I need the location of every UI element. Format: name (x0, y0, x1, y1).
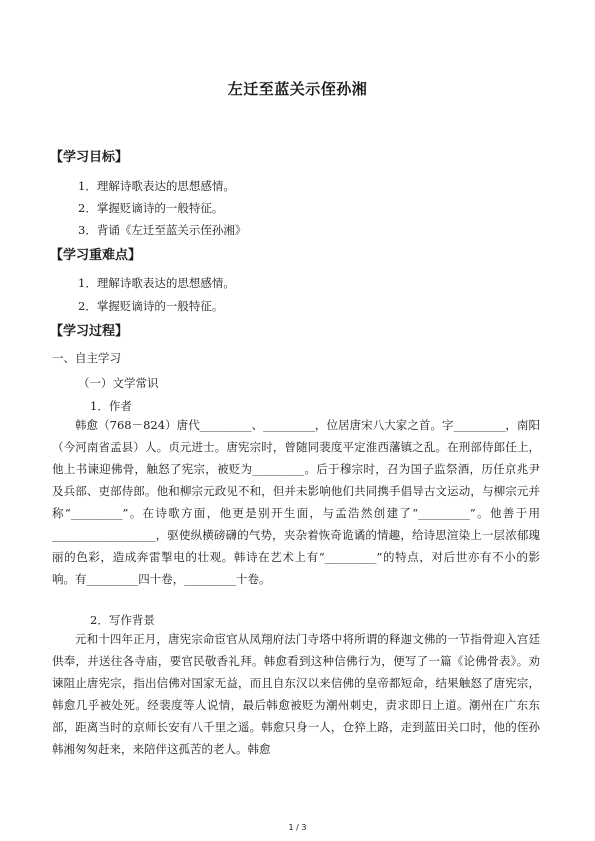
author-paragraph (52, 414, 540, 590)
sub-literary-knowledge: （一）文学常识 (78, 376, 159, 390)
item-author: 1．作者 (90, 399, 132, 413)
goal-item-3: 3．背诵《左迁至蓝关示侄孙湘》 (78, 223, 247, 237)
key-point-item-2: 2．掌握贬谪诗的一般特征。 (78, 299, 224, 313)
key-point-item-1: 1．理解诗歌表达的思想感情。 (78, 276, 235, 290)
background-paragraph-text: 元和十四年正月，唐宪宗命宦官从凤翔府法门寺塔中将所谓的释迦文佛的一节指骨迎入宫廷供奉，并送往各寺庙，要官民敬香礼拜。韩愈看到这种信佛行为，便写了一篇《论佛骨表》。劝谏阻止唐宪宗，指出信佛对国家无益，而且自东汉以来信佛的皇帝都短命，结果触怒了唐宪宗，韩愈几乎被处死。经裴度等人说情，最后韩愈被贬为潮州刺史，责求即日上道。潮州在广东东部，距离当时的京师长安有八千里之遥。韩愈只身一人，仓猝上路，走到蓝田关口时，他的侄孙韩湘匆匆赶来，来陪伴这孤苦的老人。韩愈 (52, 632, 540, 756)
background-paragraph (52, 628, 540, 760)
heading-key-points: 【学习重难点】 (50, 248, 142, 263)
part-self-study: 一、自主学习 (52, 351, 121, 365)
document-title: 左迁至蓝关示侄孙湘 (227, 80, 368, 98)
goal-item-1: 1．理解诗歌表达的思想感情。 (78, 179, 235, 193)
item-background: 2．写作背景 (90, 613, 155, 627)
author-paragraph-text: 韩愈（768－824）唐代_________、_________，位居唐宋八大家之首。字_________，南阳（今河南省孟县）人。贞元进士。唐宪宗时，曾随同裴度平定淮西藩镇之乱。在刑部侍郎任上，他上书谏迎佛骨，触怒了宪宗，被贬为_________。后于穆宗时，召为国子监祭酒，历任京兆尹及兵部、吏部侍郎。他和柳宗元政见不和，但并未影响他们共同携手倡导古文运动，与柳宗元并称“_________”。在诗歌方面，他更是别开生面，与孟浩然创建了“_________”。他善于用__________________，驱使纵横磅礴的气势，夹杂着恢奇诡谲的情趣，给诗思渲染上一层浓郁瑰丽的色彩，造成奔雷掣电的壮观。韩诗在艺术上有“_________”的特点，对后世亦有不小的影响。有_________四十卷，_________十卷。 (52, 418, 540, 586)
heading-learning-goals: 【学习目标】 (50, 150, 129, 165)
goal-item-2: 2．掌握贬谪诗的一般特征。 (78, 201, 224, 215)
heading-learning-process: 【学习过程】 (50, 324, 129, 339)
page-number: 1 / 3 (288, 823, 307, 832)
